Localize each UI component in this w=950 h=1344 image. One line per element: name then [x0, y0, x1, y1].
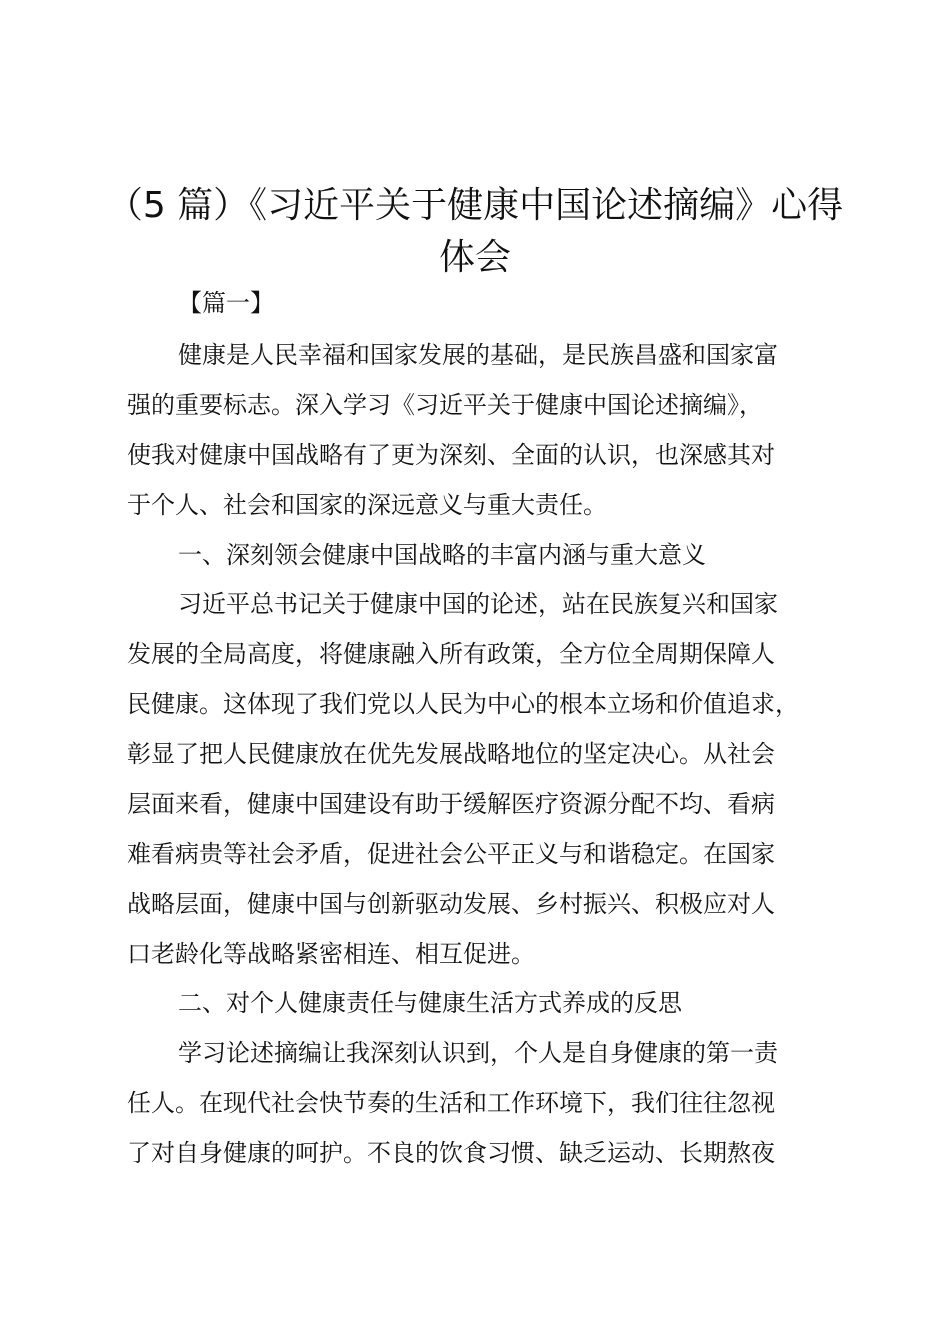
paragraph-line: 发展的全局高度，将健康融入所有政策，全方位全周期保障人	[127, 640, 775, 668]
paragraph-line: 战略层面，健康中国与创新驱动发展、乡村振兴、积极应对人	[127, 890, 775, 918]
paragraph-line: 强的重要标志。深入学习《习近平关于健康中国论述摘编》，	[127, 391, 763, 419]
paragraph-line: 民健康。这体现了我们党以人民为中心的根本立场和价值追求，	[127, 690, 799, 718]
paragraph-line: 健康是人民幸福和国家发展的基础，是民族昌盛和国家富	[178, 341, 778, 369]
paragraph-line: 彰显了把人民健康放在优先发展战略地位的坚定决心。从社会	[127, 740, 775, 768]
paragraph-2	[127, 579, 827, 979]
title-line-2: 体会	[438, 237, 511, 278]
paragraph-line: 了对自身健康的呵护。不良的饮食习惯、缺乏运动、长期熬夜	[127, 1139, 775, 1167]
paragraph-line: 难看病贵等社会矛盾，促进社会公平正义与和谐稳定。在国家	[127, 840, 775, 868]
section-tag: 【篇一】	[178, 289, 274, 317]
paragraph-line: 层面来看，健康中国建设有助于缓解医疗资源分配不均、看病	[127, 790, 775, 818]
paragraph-line: 习近平总书记关于健康中国的论述，站在民族复兴和国家	[178, 590, 778, 618]
section-heading-2: 二、对个人健康责任与健康生活方式养成的反思	[178, 989, 682, 1017]
paragraph-1	[127, 330, 827, 530]
document-title	[100, 180, 850, 284]
paragraph-line: 任人。在现代社会快节奏的生活和工作环境下，我们往往忽视	[127, 1089, 775, 1117]
section-heading-1: 一、深刻领会健康中国战略的丰富内涵与重大意义	[178, 541, 706, 569]
title-line-1: （5 篇）《习近平关于健康中国论述摘编》心得	[106, 185, 844, 226]
paragraph-line: 口老龄化等战略紧密相连、相互促进。	[127, 940, 535, 968]
paragraph-line: 使我对健康中国战略有了更为深刻、全面的认识，也深感其对	[127, 441, 775, 469]
paragraph-3	[127, 1028, 827, 1178]
paragraph-line: 于个人、社会和国家的深远意义与重大责任。	[127, 491, 607, 519]
paragraph-line: 学习论述摘编让我深刻认识到，个人是自身健康的第一责	[178, 1039, 778, 1067]
